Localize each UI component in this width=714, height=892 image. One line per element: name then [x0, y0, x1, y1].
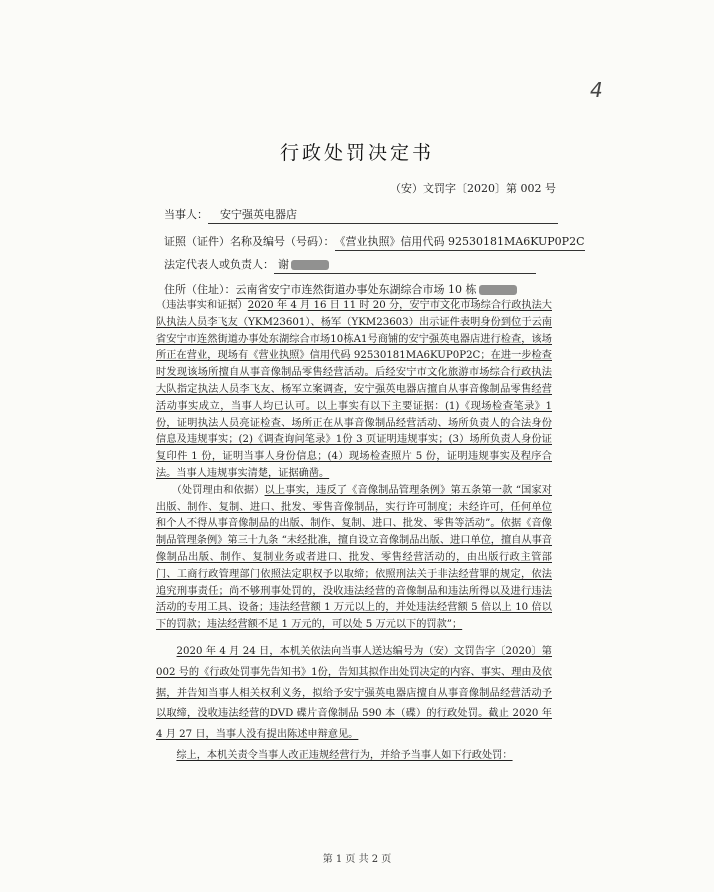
notice-paragraph	[156, 642, 552, 746]
party-field	[164, 206, 558, 224]
address-value: 云南省安宁市连然街道办事处东湖综合市场 10 栋	[236, 281, 477, 299]
party-label: 当事人：	[164, 208, 208, 221]
decision-paragraph	[156, 746, 552, 766]
license-value: 《营业执照》信用代码 92530181MA6KUP0P2C	[335, 233, 585, 251]
address-field	[164, 281, 517, 299]
legal-rep-value-line	[274, 256, 536, 274]
basis-text: 以上事实，违反了《音像制品管理条例》第五条第一款 “国家对出版、制作、复制、进口、批发、零售音像制品，实行许可制度；未经许可，任何单位和个人不得从事音像制品的出版、制作、复制、进口、批发、零售等活动”。依据《音像制品管理条例》第三十九条 “未经批准，擅自设立音像制品出版、进口单位，擅自从事音像制品出版、制作、复制业务或者进口、批发、零售经营活动的，由出版行政主管部门、工商行政管理部门依照法定职权予以取缔；依照刑法关于非法经营罪的规定，依法追究刑事责任；尚不够刑事处罚的，没收违法经营的音像制品和违法所得以及进行违法活动的专用工具、设备；违法经营额 1 万元以上的，并处违法经营额 5 倍以上 10 倍以下的罚款；违法经营额不足 1 万元的，可以处 5 万元以下的罚款”；	[156, 484, 552, 631]
party-value: 安宁强英电器店	[208, 206, 558, 224]
margin-note: 4	[590, 78, 603, 102]
legal-rep-value: 谢	[278, 258, 289, 271]
address-label: 住所（住址）：	[164, 283, 236, 296]
basis-paragraph	[156, 483, 552, 634]
document-title: 行政处罚决定书	[279, 142, 434, 164]
decision-text: 综上，本机关责令当事人改正违规经营行为，并给予当事人如下行政处罚：	[176, 749, 513, 761]
basis-label: （处罚理由和依据）	[176, 484, 265, 496]
license-field	[164, 233, 585, 251]
document-body	[156, 298, 552, 766]
document-number: （安）文罚字〔2020〕第 002 号	[390, 182, 556, 195]
facts-label: （违法事实和证据）	[156, 300, 248, 311]
notice-text: 2020 年 4 月 24 日，本机关依法向当事人送达编号为（安）文罚告字〔2020〕第 002 号的《行政处罚事先告知书》1份，告知其拟作出处罚决定的内容、事实、理由及依据，并告知当事人相关权利义务，拟给予安宁强英电器店擅自从事音像制品经营活动予以取缔，没收违法经营的DVD 碟片音像制品 590 本（碟）的行政处罚。截止 2020 年 4 月 27 日，当事人没有提出陈述申辩意见。	[156, 645, 552, 741]
legal-rep-field	[164, 256, 536, 274]
license-label: 证照（证件）名称及编号（号码）：	[164, 235, 335, 248]
legal-rep-label: 法定代表人或负责人：	[164, 258, 274, 271]
facts-paragraph	[156, 298, 552, 483]
redaction-mark	[479, 285, 517, 295]
redaction-mark	[291, 260, 329, 270]
page-footer: 第 1 页 共 2 页	[322, 854, 392, 865]
facts-text: 2020 年 4 月 16 日 11 时 20 分，安宁市文化市场综合行政执法大队执法人员李飞友（YKM23601）、杨军（YKM23603）出示证件表明身份到位于云南省安宁市连然街道办事处东湖综合市场10栋A1号商铺的安宁强英电器店进行检查，该场所正在营业，现场有《营业执照》信用代码 92530181MA6KUP0P2C；在进一步检查时发现该场所擅自从事音像制品零售经营活动。后经安宁市文化旅游市场综合行政执法大队指定执法人员李飞友、杨军立案调查，安宁强英电器店擅自从事音像制品零售经营活动事实成立，当事人均已认可。以上事实有以下主要证据：(1)《现场检查笔录》1份，证明执法人员亮证检查、场所正在从事音像制品经营活动、场所负责人的合法身份信息及违规事实；(2)《调查询问笔录》1份 3 页证明违规事实；(3）场所负责人身份证复印件 1 份，证明当事人身份信息；(4）现场检查照片 5 份，证明违规事实及程序合法。当事人违规事实清楚，证据确凿。	[156, 300, 552, 479]
